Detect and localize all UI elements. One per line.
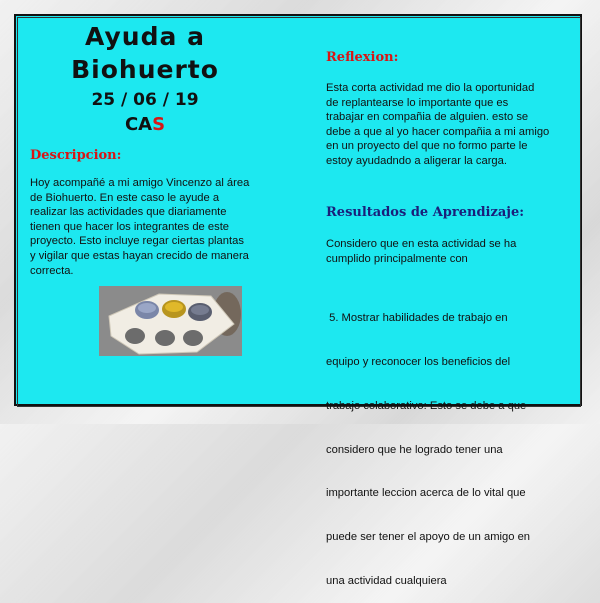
descripcion-line: de Biohuerto. En este caso le ayude a — [30, 191, 220, 204]
title-line-1: Ayuda a — [85, 22, 205, 51]
descripcion-line: Hoy acompañé a mi amigo Vincenzo al área — [30, 177, 250, 189]
reflexion-line: trabajar en compañia de alguien. esto se — [326, 111, 529, 124]
reflexion-heading: Reflexion: — [326, 50, 399, 65]
resultados-detail-line: puede ser tener el apoyo de un amigo en — [326, 531, 531, 544]
biohuerto-photo — [99, 286, 242, 356]
descripcion-line: realizar las actividades que diariamente — [30, 206, 227, 219]
resultados-detail-line: importante leccion acerca de lo vital que — [326, 487, 526, 500]
title-line-2: Biohuerto — [71, 55, 219, 84]
reflexion-line: Esta corta actividad me dio la oportunidad — [326, 82, 535, 94]
cas-label — [60, 114, 230, 135]
reflexion-line: de replantearse lo importante que es — [326, 96, 509, 109]
planter-illustration — [99, 286, 242, 356]
resultados-detail — [326, 282, 570, 603]
resultados-intro — [326, 237, 570, 266]
cas-suffix: S — [152, 114, 166, 135]
cas-prefix: CA — [124, 114, 153, 135]
descripcion-heading: Descripcion: — [30, 148, 122, 163]
resultados-intro-line: cumplido principalmente con — [326, 252, 468, 265]
reflexion-text — [326, 81, 570, 169]
reflexion-line: debe a que al yo hacer compañia a mi amigo — [326, 125, 550, 138]
resultados-detail-line: trabajo colaborativo: Esto se debe a que — [326, 399, 527, 412]
date: 25 / 06 / 19 — [91, 90, 199, 110]
resultados-heading: Resultados de Aprendizaje: — [326, 205, 525, 220]
reflexion-line: en un proyecto del que no formo parte le — [326, 140, 528, 153]
reflexion-line: estoy ayudadndo a aligerar la carga. — [326, 154, 507, 167]
descripcion-line: proyecto. Esto incluye regar ciertas plantas — [30, 235, 244, 248]
resultados-detail-line: considero que he logrado tener una — [326, 443, 503, 456]
descripcion-line: y vigilar que estas hayan crecido de manera — [30, 249, 249, 262]
descripcion-line: tienen que hacer los integrantes de este — [30, 220, 230, 233]
resultados-detail-line: 5. Mostrar habilidades de trabajo en — [326, 312, 508, 325]
resultados-detail-line: una actividad cualquiera — [326, 574, 447, 587]
descripcion-text — [30, 176, 276, 278]
descripcion-line: correcta. — [30, 264, 74, 277]
resultados-intro-line: Considero que en esta actividad se ha — [326, 238, 517, 250]
resultados-detail-line: equipo y reconocer los beneficios del — [326, 355, 511, 368]
